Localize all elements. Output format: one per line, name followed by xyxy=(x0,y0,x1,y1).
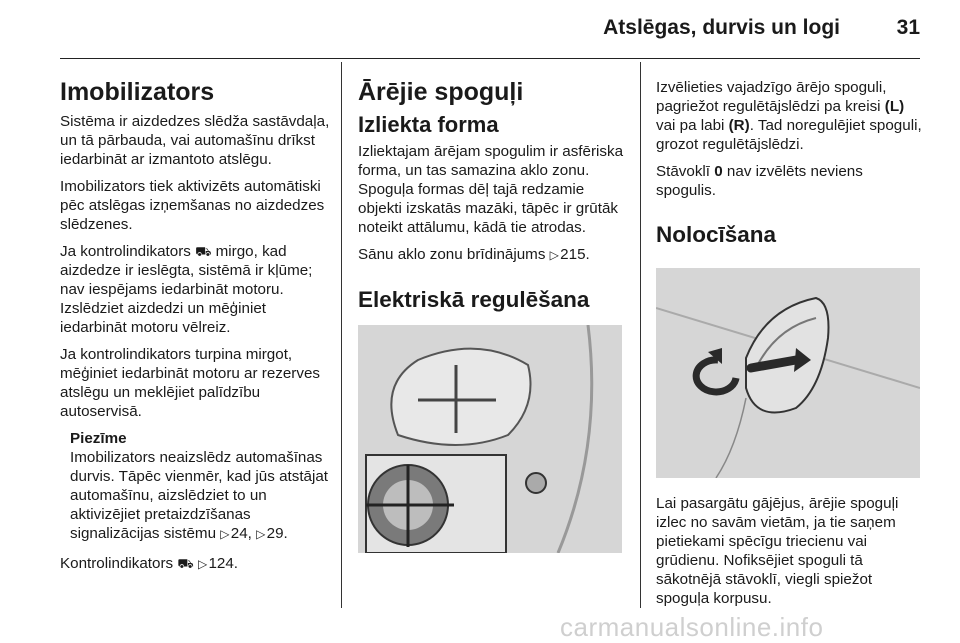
triangle-right-icon: ▷ xyxy=(197,557,208,571)
page-reference-link[interactable]: 29 xyxy=(266,525,284,542)
triangle-right-icon: ▷ xyxy=(256,527,266,541)
text-run: mirgo, kad aizdedze ir ieslēgta, sistēmā ir kļūme; nav iespējams iedarbināt motoru. Izslēdziet aizdedzi un mēģiniet iedarbināt motoru vēlreiz. xyxy=(60,243,313,336)
column-divider-2 xyxy=(640,62,641,608)
triangle-right-icon: ▷ xyxy=(220,527,230,541)
paragraph: Ja kontrolindikators turpina mirgot, mēģiniet iedarbināt motoru ar rezerves atslēgu un meklējiet palīdzību autoservisā. xyxy=(60,346,320,420)
subheading-convex-shape: Izliekta forma xyxy=(358,112,499,137)
text-run-bold: (L) xyxy=(884,98,905,115)
paragraph: Izliektajam ārējam spogulim ir asfēriska forma, un tas samazina aklo zonu. Spoguļa formas dēļ tajā redzamie objekti izskatās mazāki, tāpēc ir grūtāk noteikt attālumu, kādā tie atrodas. xyxy=(358,143,624,236)
mirror-folding-illustration xyxy=(656,268,920,478)
text-run: Kontrolindikators xyxy=(60,555,178,572)
page-reference-link[interactable]: 124 xyxy=(208,555,234,572)
paragraph: Imobilizators tiek aktivizēts automātiski pēc atslēgas izņemšanas no aizdedzes slēdzenes. xyxy=(60,178,325,233)
page-reference-link[interactable]: 24 xyxy=(230,525,248,542)
page-header xyxy=(0,0,960,60)
column-2 xyxy=(358,78,626,569)
text-run-bold: 0 xyxy=(714,163,723,180)
text-run: nav izvēlēts neviens spogulis. xyxy=(656,163,863,199)
page-reference-link[interactable]: 215 xyxy=(560,246,586,263)
mirror-switch-illustration xyxy=(358,325,622,553)
note-title: Piezīme xyxy=(70,430,127,447)
text-run: Sānu aklo zonu brīdinājums xyxy=(358,246,550,263)
text-run: . Tad noregulējiet spoguli, grozot regulētājslēdzi. xyxy=(656,117,922,153)
text-run: , xyxy=(247,525,257,542)
paragraph xyxy=(60,242,332,337)
text-run-bold: (R) xyxy=(728,117,750,134)
paragraph xyxy=(656,162,926,200)
mirror-switch-drawing xyxy=(358,325,622,553)
paragraph xyxy=(60,554,332,574)
text-run: Stāvoklī xyxy=(656,163,715,180)
triangle-right-icon: ▷ xyxy=(549,248,559,262)
text-run: . xyxy=(283,525,288,542)
paragraph xyxy=(358,245,626,265)
section-heading-folding: Nolocīšana xyxy=(656,222,777,247)
section-heading-immobilizer: Imobilizators xyxy=(60,78,215,106)
header-divider xyxy=(60,58,920,59)
text-run: . xyxy=(233,555,239,572)
note-text xyxy=(70,448,332,544)
text-run: Izvēlieties vajadzīgo ārējo spoguli, pagriežot regulētājslēdzi pa kreisi xyxy=(656,79,887,115)
subheading-electric-adjustment: Elektriskā regulēšana xyxy=(358,287,590,312)
paragraph: Sistēma ir aizdedzes slēdža sastāvdaļa, un tā pārbauda, vai automašīnu drīkst iedarbināt ar izmantoto atslēgu. xyxy=(60,113,330,168)
watermark: carmanualsonline.info xyxy=(560,612,824,642)
text-run: vai pa labi xyxy=(656,117,729,134)
text-run: . xyxy=(585,246,590,263)
car-key-icon: ⛟ xyxy=(195,244,212,259)
note-box xyxy=(60,429,332,544)
header-title: Atslēgas, durvis un logi xyxy=(603,16,840,39)
mirror-folding-drawing xyxy=(656,268,920,478)
section-heading-mirrors: Ārējie spoguļi xyxy=(358,78,524,106)
text-run: Ja kontrolindikators xyxy=(60,243,196,260)
column-3 xyxy=(656,78,926,616)
car-key-icon: ⛟ xyxy=(177,556,194,571)
paragraph: Lai pasargātu gājējus, ārējie spoguļi izlec no savām vietām, ja tie saņem pietiekami spēcīgu triecienu vai grūdienu. Nofiksējiet spoguli tā sākotnējā stāvoklī, viegli spiežot spoguļa korpusu. xyxy=(656,495,899,607)
paragraph xyxy=(656,78,926,154)
column-divider-1 xyxy=(341,62,342,608)
text-run: Imobilizators neaizslēdz automašīnas durvis. Tāpēc vienmēr, kad jūs atstājat automašīnu, aizslēdziet to un aktivizējiet pretaizdzīšanas signalizācijas sistēmu xyxy=(70,449,329,542)
column-1 xyxy=(60,78,332,582)
page-number: 31 xyxy=(896,16,920,39)
